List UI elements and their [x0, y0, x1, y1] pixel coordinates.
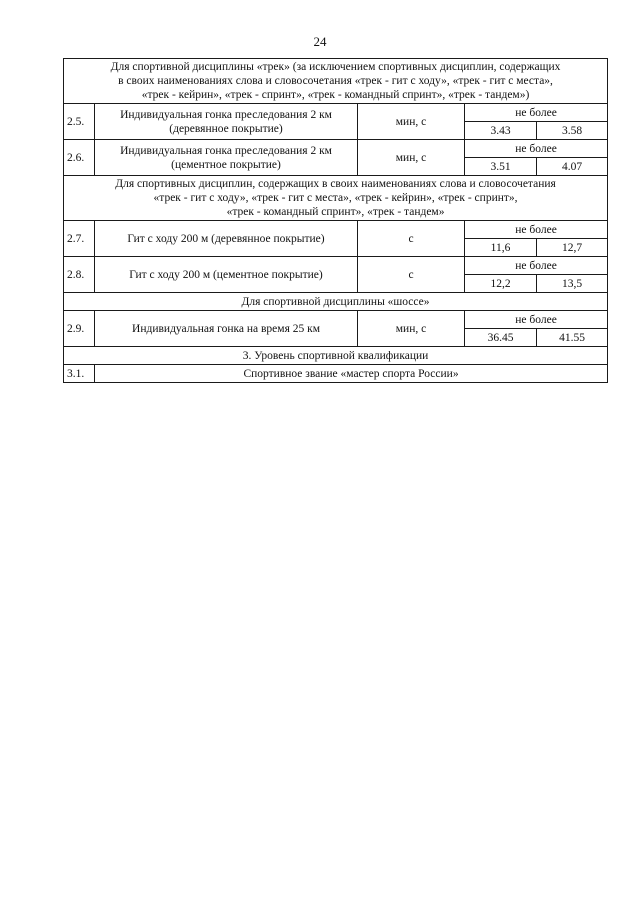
limit-header: не более	[465, 257, 608, 275]
unit-cell: мин, с	[358, 311, 465, 347]
discipline-name: Индивидуальная гонка преследования 2 км (деревянное покрытие)	[95, 104, 358, 140]
value-cell: 41.55	[537, 329, 608, 347]
section-highway-text: Для спортивной дисциплины «шоссе»	[64, 293, 608, 311]
table-row	[64, 221, 608, 239]
unit-cell: мин, с	[358, 104, 465, 140]
limit-header: не более	[465, 140, 608, 158]
section-track-excl-text: Для спортивной дисциплины «трек» (за исключением спортивных дисциплин, содержащих в своих наименованиях слова и словосочетания «трек - гит с ходу», «трек - гит с места», «трек - кейрин», «трек - спринт», «трек - командный спринт», «трек - тандем»)	[64, 59, 608, 104]
row-number: 2.5.	[64, 104, 95, 140]
row-number: 2.6.	[64, 140, 95, 176]
discipline-name: Индивидуальная гонка на время 25 км	[95, 311, 358, 347]
limit-header: не более	[465, 311, 608, 329]
value-cell: 12,2	[465, 275, 537, 293]
table-row	[64, 311, 608, 329]
value-cell: 3.43	[465, 122, 537, 140]
section-header-track-excl	[64, 59, 608, 104]
page-number: 24	[313, 34, 327, 49]
section-header-track-incl	[64, 176, 608, 221]
discipline-name: Гит с ходу 200 м (цементное покрытие)	[95, 257, 358, 293]
row-number: 2.8.	[64, 257, 95, 293]
value-cell: 13,5	[537, 275, 608, 293]
qualification-title: Спортивное звание «мастер спорта России»	[95, 365, 608, 383]
row-number: 3.1.	[64, 365, 95, 383]
table-row	[64, 140, 608, 158]
discipline-name: Гит с ходу 200 м (деревянное покрытие)	[95, 221, 358, 257]
limit-header: не более	[465, 221, 608, 239]
row-number: 2.7.	[64, 221, 95, 257]
value-cell: 11,6	[465, 239, 537, 257]
table-row	[64, 104, 608, 122]
value-cell: 3.51	[465, 158, 537, 176]
value-cell: 12,7	[537, 239, 608, 257]
table-row	[64, 257, 608, 275]
unit-cell: с	[358, 257, 465, 293]
value-cell: 36.45	[465, 329, 537, 347]
row-number: 2.9.	[64, 311, 95, 347]
limit-header: не более	[465, 104, 608, 122]
value-cell: 4.07	[537, 158, 608, 176]
section-header-qualification	[64, 347, 608, 365]
unit-cell: мин, с	[358, 140, 465, 176]
discipline-name: Индивидуальная гонка преследования 2 км (цементное покрытие)	[95, 140, 358, 176]
table-row	[64, 365, 608, 383]
section-header-highway	[64, 293, 608, 311]
section-qualification-text: 3. Уровень спортивной квалификации	[64, 347, 608, 365]
norms-table	[63, 58, 608, 383]
section-track-incl-text: Для спортивных дисциплин, содержащих в своих наименованиях слова и словосочетания «трек - гит с ходу», «трек - гит с места», «трек - кейрин», «трек - спринт», «трек - командный спринт», «трек - тандем»	[64, 176, 608, 221]
value-cell: 3.58	[537, 122, 608, 140]
unit-cell: с	[358, 221, 465, 257]
